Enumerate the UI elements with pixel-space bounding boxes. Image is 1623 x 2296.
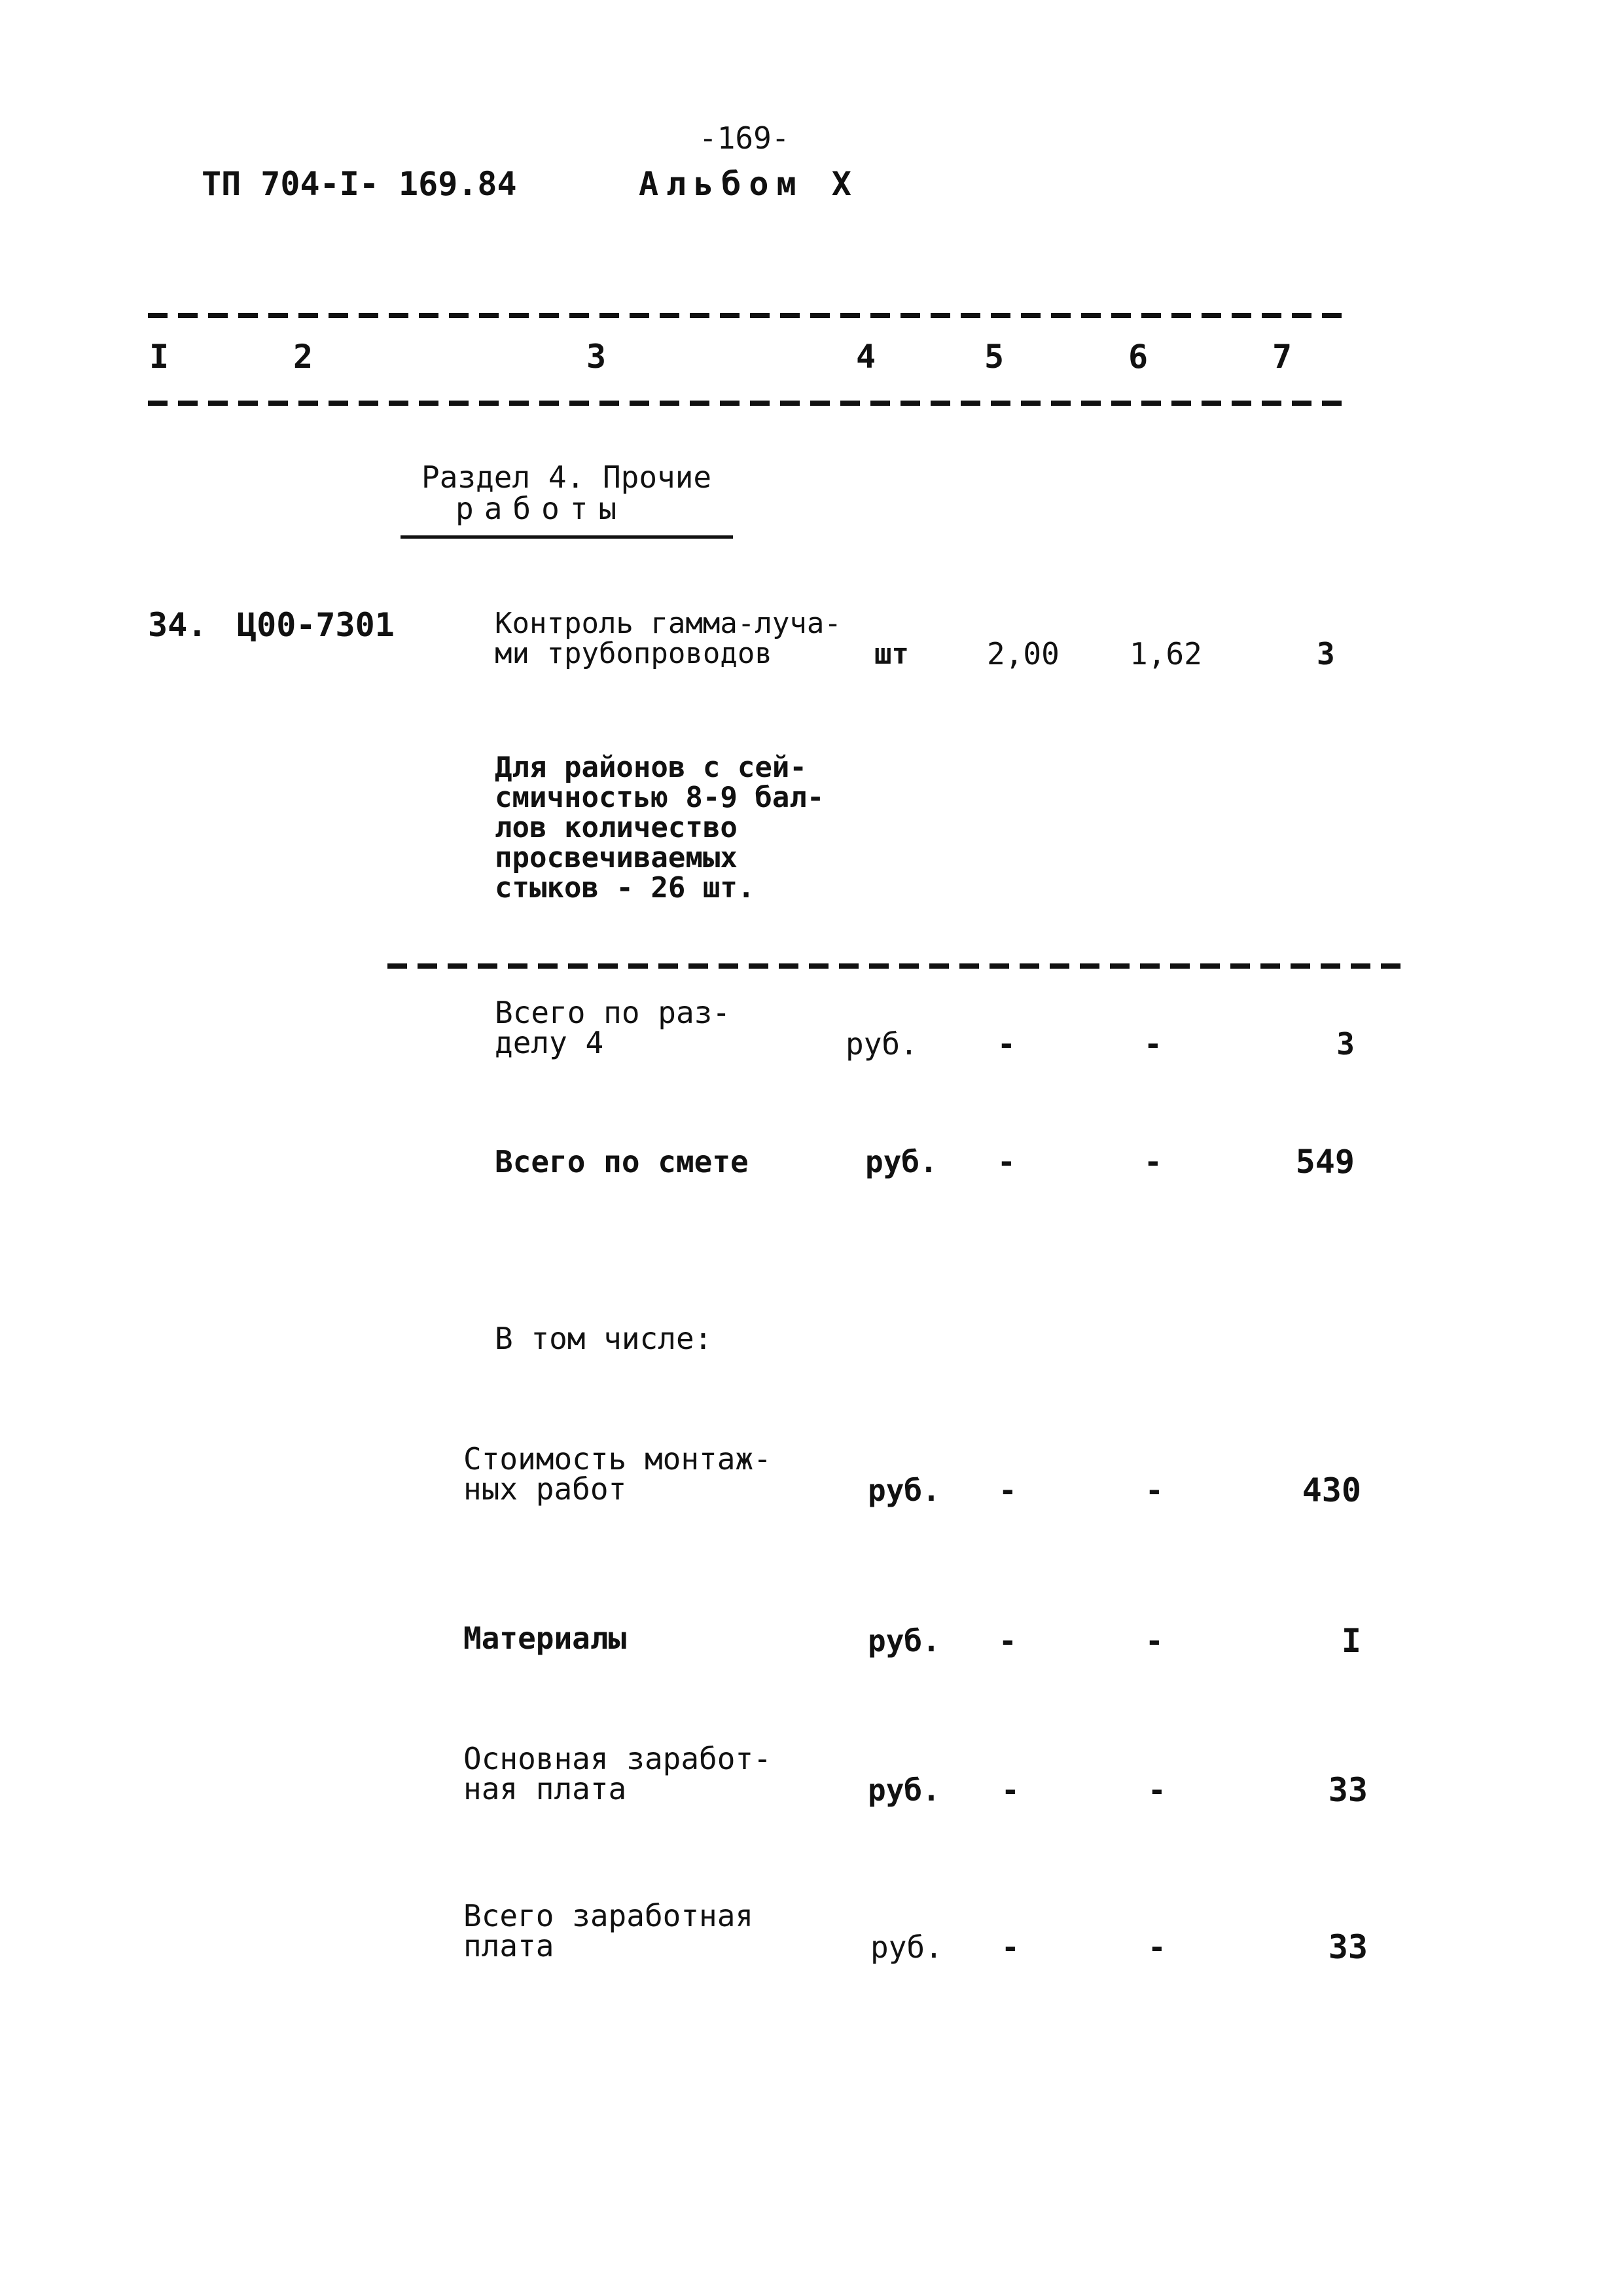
- item-col7: 3: [1317, 636, 1335, 672]
- column-number-7: 7: [1272, 338, 1293, 376]
- breakdown-materials-label: Материалы: [463, 1621, 627, 1656]
- breakdown-installation-col6: -: [1145, 1473, 1164, 1508]
- column-number-3: 3: [586, 338, 607, 376]
- album-label: Альбом X: [639, 165, 859, 203]
- breakdown-total-wages-col5: -: [1001, 1929, 1020, 1965]
- total-estimate-label: Всего по смете: [495, 1144, 749, 1179]
- total-estimate-unit: руб.: [865, 1144, 938, 1179]
- column-number-2: 2: [293, 338, 313, 376]
- column-number-5: 5: [984, 338, 1005, 376]
- item-number: 34.: [148, 606, 207, 644]
- breakdown-base-wages-unit: руб.: [868, 1772, 940, 1808]
- breakdown-materials-unit: руб.: [868, 1623, 940, 1659]
- item-col5: 2,00: [987, 636, 1060, 672]
- total-estimate-value: 549: [1295, 1143, 1355, 1181]
- total-section-value: 3: [1336, 1026, 1355, 1062]
- page-number: -169-: [699, 120, 790, 156]
- column-number-6: 6: [1128, 338, 1149, 376]
- breakdown-total-wages-label: Всего заработная плата: [463, 1898, 754, 1964]
- breakdown-materials-value: I: [1341, 1622, 1361, 1660]
- breakdown-base-wages-col5: -: [1001, 1772, 1020, 1808]
- totals-separator-rule: [387, 963, 1406, 969]
- total-section-col6: -: [1144, 1026, 1162, 1062]
- breakdown-installation-value: 430: [1302, 1471, 1361, 1509]
- total-section-label: Всего по раз- делу 4: [495, 995, 731, 1060]
- item-name: Контроль гамма-луча- ми трубопроводов: [495, 607, 842, 670]
- breakdown-total-wages-unit: руб.: [870, 1929, 943, 1965]
- section-title-underline: [401, 535, 733, 539]
- item-code: Ц00-7301: [237, 606, 395, 644]
- total-estimate-col6: -: [1144, 1144, 1162, 1179]
- breakdown-installation-unit: руб.: [868, 1473, 940, 1508]
- total-section-col5: -: [997, 1026, 1016, 1062]
- breakdown-total-wages-col6: -: [1148, 1929, 1166, 1965]
- section-title-line2: работы: [455, 491, 628, 526]
- column-number-1: I: [149, 338, 169, 376]
- total-estimate-col5: -: [997, 1144, 1016, 1179]
- table-header-top-rule: [148, 313, 1346, 318]
- section-title-line1: Раздел 4. Прочие: [421, 459, 712, 495]
- breakdown-materials-col6: -: [1145, 1623, 1164, 1659]
- breakdown-installation-col5: -: [999, 1473, 1017, 1508]
- including-label: В том числе:: [495, 1321, 713, 1356]
- item-unit: шт: [874, 637, 909, 671]
- column-number-4: 4: [856, 338, 876, 376]
- breakdown-base-wages-label: Основная заработ- ная плата: [463, 1741, 772, 1806]
- total-section-unit: руб.: [846, 1026, 918, 1062]
- breakdown-base-wages-col6: -: [1148, 1772, 1166, 1808]
- breakdown-installation-label: Стоимость монтаж- ных работ: [463, 1441, 772, 1507]
- item-col6: 1,62: [1130, 636, 1202, 672]
- document-code: ТП 704-I- 169.84: [202, 165, 517, 203]
- item-note: Для районов с сей- смичностью 8-9 бал- лов количество просвечиваемых стыков - 26 шт.: [495, 751, 825, 905]
- breakdown-total-wages-value: 33: [1328, 1928, 1368, 1966]
- breakdown-materials-col5: -: [999, 1623, 1017, 1659]
- breakdown-base-wages-value: 33: [1328, 1771, 1368, 1809]
- table-header-bottom-rule: [148, 401, 1346, 406]
